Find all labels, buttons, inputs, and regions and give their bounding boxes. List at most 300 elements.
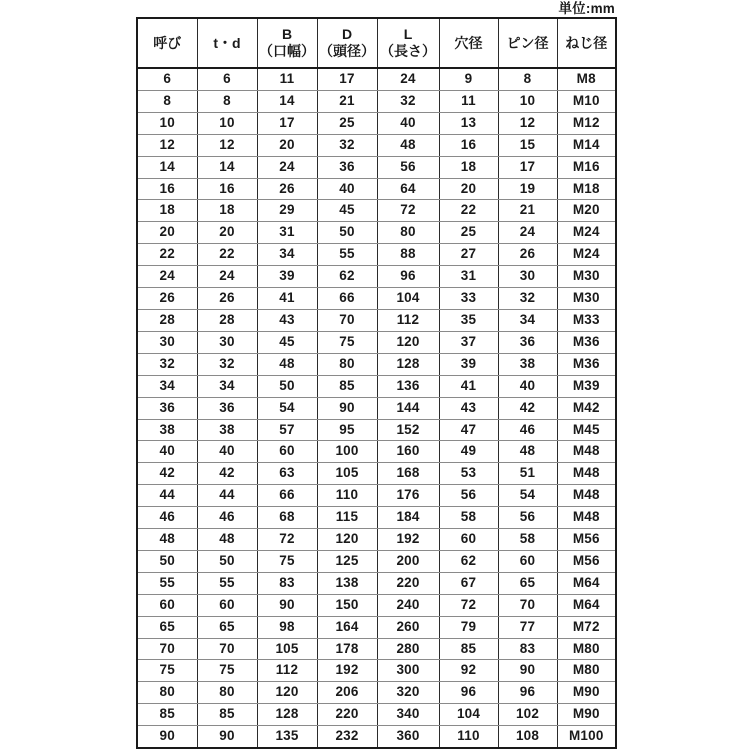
table-cell: 80 [197,682,257,704]
table-cell: 44 [137,485,197,507]
table-cell: M36 [557,353,616,375]
specification-table [136,17,617,749]
table-cell: 83 [498,638,557,660]
table-cell: 15 [498,134,557,156]
table-cell: 12 [498,112,557,134]
table-cell: 92 [439,660,498,682]
table-cell: 26 [137,288,197,310]
table-cell: 67 [439,572,498,594]
table-cell: 54 [498,485,557,507]
table-cell: 70 [197,638,257,660]
column-header-line2: （頭径） [319,43,375,59]
table-cell: 62 [317,266,377,288]
table-cell: 85 [439,638,498,660]
column-header-5 [377,18,439,68]
table-cell: 48 [498,441,557,463]
table-cell: 90 [498,660,557,682]
table-cell: 75 [197,660,257,682]
table-cell: 8 [197,90,257,112]
table-cell: 42 [498,397,557,419]
table-cell: 56 [377,156,439,178]
table-cell: 28 [197,309,257,331]
table-cell: 34 [137,375,197,397]
table-cell: 56 [439,485,498,507]
table-cell: 128 [377,353,439,375]
table-cell: 96 [439,682,498,704]
table-cell: M48 [557,507,616,529]
table-row [137,244,616,266]
table-cell: 32 [377,90,439,112]
table-cell: 77 [498,616,557,638]
table-cell: M56 [557,550,616,572]
column-header-line1: D [341,26,353,42]
table-cell: 50 [257,375,317,397]
table-row [137,485,616,507]
table-cell: M24 [557,222,616,244]
table-cell: 39 [439,353,498,375]
table-cell: 70 [498,594,557,616]
table-cell: 66 [257,485,317,507]
table-cell: 11 [439,90,498,112]
table-cell: 17 [498,156,557,178]
table-cell: 90 [137,726,197,748]
table-cell: 10 [498,90,557,112]
table-cell: 75 [317,331,377,353]
table-cell: 24 [257,156,317,178]
table-cell: M24 [557,244,616,266]
unit-label: 単位:mm [558,1,615,16]
table-cell: 32 [498,288,557,310]
table-cell: M90 [557,682,616,704]
table-cell: M80 [557,638,616,660]
table-cell: 320 [377,682,439,704]
table-cell: 49 [439,441,498,463]
table-cell: 36 [197,397,257,419]
table-row [137,331,616,353]
table-cell: 80 [377,222,439,244]
table-header [137,18,616,68]
table-cell: 63 [257,463,317,485]
table-cell: 120 [257,682,317,704]
table-cell: 25 [317,112,377,134]
table-cell: 65 [197,616,257,638]
table-cell: 66 [317,288,377,310]
column-header-line1: B [281,26,293,42]
table-cell: 128 [257,704,317,726]
table-cell: 120 [317,529,377,551]
table-cell: 10 [137,112,197,134]
table-cell: 110 [317,485,377,507]
table-cell: 18 [137,200,197,222]
table-cell: 60 [197,594,257,616]
table-cell: 68 [257,507,317,529]
table-cell: 50 [317,222,377,244]
table-cell: 30 [498,266,557,288]
table-cell: 104 [377,288,439,310]
table-cell: 72 [377,200,439,222]
table-cell: 17 [257,112,317,134]
table-cell: 22 [137,244,197,266]
table-cell: 102 [498,704,557,726]
table-cell: 16 [197,178,257,200]
table-cell: 48 [137,529,197,551]
table-cell: 40 [317,178,377,200]
table-cell: 38 [137,419,197,441]
table-cell: 37 [439,331,498,353]
table-cell: 178 [317,638,377,660]
table-row [137,353,616,375]
table-cell: 96 [377,266,439,288]
table-cell: 40 [137,441,197,463]
table-cell: 8 [498,68,557,90]
table-row [137,200,616,222]
table-cell: 110 [439,726,498,748]
table-cell: 150 [317,594,377,616]
table-cell: 168 [377,463,439,485]
table-cell: 192 [377,529,439,551]
column-header-line1: L [403,26,413,42]
table-cell: M72 [557,616,616,638]
table-cell: 26 [197,288,257,310]
table-cell: 48 [197,529,257,551]
column-header-line1: ピン径 [506,34,549,51]
table-cell: 18 [439,156,498,178]
table-cell: 46 [197,507,257,529]
table-cell: M30 [557,288,616,310]
table-cell: 22 [197,244,257,266]
table-row [137,222,616,244]
table-row [137,594,616,616]
table-cell: 98 [257,616,317,638]
table-cell: M48 [557,463,616,485]
table-cell: 43 [439,397,498,419]
table-cell: 31 [257,222,317,244]
column-header-line1: 穴径 [454,34,483,51]
table-cell: 29 [257,200,317,222]
table-cell: 14 [137,156,197,178]
table-cell: 85 [137,704,197,726]
table-cell: 75 [137,660,197,682]
table-cell: M90 [557,704,616,726]
table-cell: 60 [137,594,197,616]
table-row [137,704,616,726]
table-cell: 144 [377,397,439,419]
table-cell: 85 [197,704,257,726]
table-cell: 20 [439,178,498,200]
table-cell: 40 [498,375,557,397]
table-cell: 70 [137,638,197,660]
table-row [137,309,616,331]
table-cell: M30 [557,266,616,288]
table-cell: 55 [197,572,257,594]
table-cell: 50 [137,550,197,572]
column-header-line1: t・d [213,34,241,51]
table-row [137,660,616,682]
table-row [137,134,616,156]
table-cell: 14 [197,156,257,178]
table-cell: 20 [137,222,197,244]
table-row [137,529,616,551]
table-cell: 70 [317,309,377,331]
table-cell: 58 [498,529,557,551]
table-row [137,682,616,704]
table-cell: 176 [377,485,439,507]
table-cell: M64 [557,594,616,616]
table-cell: M14 [557,134,616,156]
table-cell: 40 [197,441,257,463]
table-cell: 20 [257,134,317,156]
table-cell: 108 [498,726,557,748]
table-row [137,441,616,463]
table-cell: 96 [498,682,557,704]
table-cell: 105 [257,638,317,660]
table-cell: 104 [439,704,498,726]
table-cell: 27 [439,244,498,266]
table-cell: 232 [317,726,377,748]
column-header-line1: 呼び [153,34,182,51]
table-cell: 42 [197,463,257,485]
table-cell: 8 [137,90,197,112]
table-cell: M100 [557,726,616,748]
table-cell: 16 [137,178,197,200]
table-row [137,638,616,660]
column-header-line2: （口幅） [259,43,315,59]
table-cell: 120 [377,331,439,353]
table-cell: 25 [439,222,498,244]
table-cell: 80 [137,682,197,704]
table-cell: 6 [197,68,257,90]
table-cell: 24 [498,222,557,244]
table-cell: 206 [317,682,377,704]
table-cell: 112 [257,660,317,682]
table-row [137,419,616,441]
table-cell: 30 [137,331,197,353]
table-cell: 105 [317,463,377,485]
table-cell: M33 [557,309,616,331]
table-cell: 80 [317,353,377,375]
table-row [137,550,616,572]
table-cell: 79 [439,616,498,638]
table-cell: 184 [377,507,439,529]
table-cell: 85 [317,375,377,397]
table-cell: 34 [498,309,557,331]
column-header-6 [439,18,498,68]
table-cell: 90 [197,726,257,748]
header-row [137,18,616,68]
table-cell: 62 [439,550,498,572]
table-cell: 32 [317,134,377,156]
table-cell: 9 [439,68,498,90]
table-cell: M10 [557,90,616,112]
table-cell: 60 [498,550,557,572]
table-cell: M36 [557,331,616,353]
column-header-line1: ねじ径 [565,34,608,51]
table-cell: 200 [377,550,439,572]
table-cell: 340 [377,704,439,726]
table-cell: 75 [257,550,317,572]
table-cell: 48 [377,134,439,156]
table-cell: 33 [439,288,498,310]
table-cell: 44 [197,485,257,507]
table-cell: M20 [557,200,616,222]
table-cell: 41 [257,288,317,310]
table-row [137,68,616,90]
table-cell: M80 [557,660,616,682]
table-cell: 55 [137,572,197,594]
table-cell: 42 [137,463,197,485]
table-row [137,507,616,529]
table-cell: 26 [498,244,557,266]
table-cell: 38 [498,353,557,375]
table-cell: M16 [557,156,616,178]
table-cell: M42 [557,397,616,419]
table-cell: 24 [377,68,439,90]
table-cell: 220 [317,704,377,726]
table-cell: 260 [377,616,439,638]
spec-table-container [136,17,615,749]
table-cell: 24 [137,266,197,288]
column-header-line2: （長さ） [380,43,436,59]
table-cell: 45 [317,200,377,222]
table-cell: 40 [377,112,439,134]
table-cell: 160 [377,441,439,463]
table-cell: 41 [439,375,498,397]
table-cell: 12 [197,134,257,156]
table-row [137,375,616,397]
table-cell: 112 [377,309,439,331]
table-cell: 35 [439,309,498,331]
table-cell: M48 [557,441,616,463]
table-cell: 60 [439,529,498,551]
table-cell: 280 [377,638,439,660]
table-row [137,90,616,112]
table-cell: 21 [317,90,377,112]
table-cell: 16 [439,134,498,156]
table-cell: 360 [377,726,439,748]
table-cell: 65 [137,616,197,638]
table-cell: M45 [557,419,616,441]
table-cell: 38 [197,419,257,441]
table-cell: 34 [197,375,257,397]
table-cell: 115 [317,507,377,529]
table-cell: 138 [317,572,377,594]
table-cell: 39 [257,266,317,288]
table-cell: M64 [557,572,616,594]
table-cell: 60 [257,441,317,463]
table-cell: 13 [439,112,498,134]
table-cell: M48 [557,485,616,507]
table-cell: 21 [498,200,557,222]
table-row [137,463,616,485]
table-cell: 90 [317,397,377,419]
table-cell: 57 [257,419,317,441]
table-cell: 10 [197,112,257,134]
table-cell: 47 [439,419,498,441]
table-cell: 36 [498,331,557,353]
table-cell: M39 [557,375,616,397]
table-cell: 32 [197,353,257,375]
table-cell: M56 [557,529,616,551]
table-cell: 135 [257,726,317,748]
column-header-8 [557,18,616,68]
column-header-3 [257,18,317,68]
table-cell: 72 [257,529,317,551]
table-cell: 24 [197,266,257,288]
table-row [137,397,616,419]
table-cell: 31 [439,266,498,288]
table-cell: 64 [377,178,439,200]
table-cell: 19 [498,178,557,200]
table-cell: 45 [257,331,317,353]
table-cell: 22 [439,200,498,222]
table-cell: 50 [197,550,257,572]
table-cell: 58 [439,507,498,529]
table-cell: 100 [317,441,377,463]
table-cell: 14 [257,90,317,112]
table-cell: 220 [377,572,439,594]
table-row [137,266,616,288]
table-cell: M12 [557,112,616,134]
table-cell: 65 [498,572,557,594]
table-cell: 11 [257,68,317,90]
table-row [137,178,616,200]
column-header-7 [498,18,557,68]
table-cell: M8 [557,68,616,90]
table-cell: 72 [439,594,498,616]
table-cell: 56 [498,507,557,529]
table-body [137,68,616,748]
table-cell: 32 [137,353,197,375]
table-cell: 36 [317,156,377,178]
table-cell: 53 [439,463,498,485]
column-header-2 [197,18,257,68]
table-cell: 46 [137,507,197,529]
table-cell: M18 [557,178,616,200]
table-cell: 136 [377,375,439,397]
table-cell: 20 [197,222,257,244]
column-header-4 [317,18,377,68]
table-cell: 300 [377,660,439,682]
table-row [137,572,616,594]
table-row [137,726,616,748]
table-cell: 54 [257,397,317,419]
table-cell: 30 [197,331,257,353]
table-cell: 55 [317,244,377,266]
table-cell: 48 [257,353,317,375]
table-cell: 46 [498,419,557,441]
table-cell: 83 [257,572,317,594]
table-row [137,288,616,310]
table-row [137,616,616,638]
table-cell: 12 [137,134,197,156]
table-cell: 6 [137,68,197,90]
table-cell: 164 [317,616,377,638]
table-cell: 28 [137,309,197,331]
table-cell: 43 [257,309,317,331]
table-cell: 90 [257,594,317,616]
table-cell: 36 [137,397,197,419]
column-header-1 [137,18,197,68]
table-cell: 18 [197,200,257,222]
table-cell: 240 [377,594,439,616]
table-cell: 125 [317,550,377,572]
table-cell: 26 [257,178,317,200]
table-cell: 88 [377,244,439,266]
table-cell: 17 [317,68,377,90]
table-cell: 95 [317,419,377,441]
table-row [137,156,616,178]
table-cell: 34 [257,244,317,266]
